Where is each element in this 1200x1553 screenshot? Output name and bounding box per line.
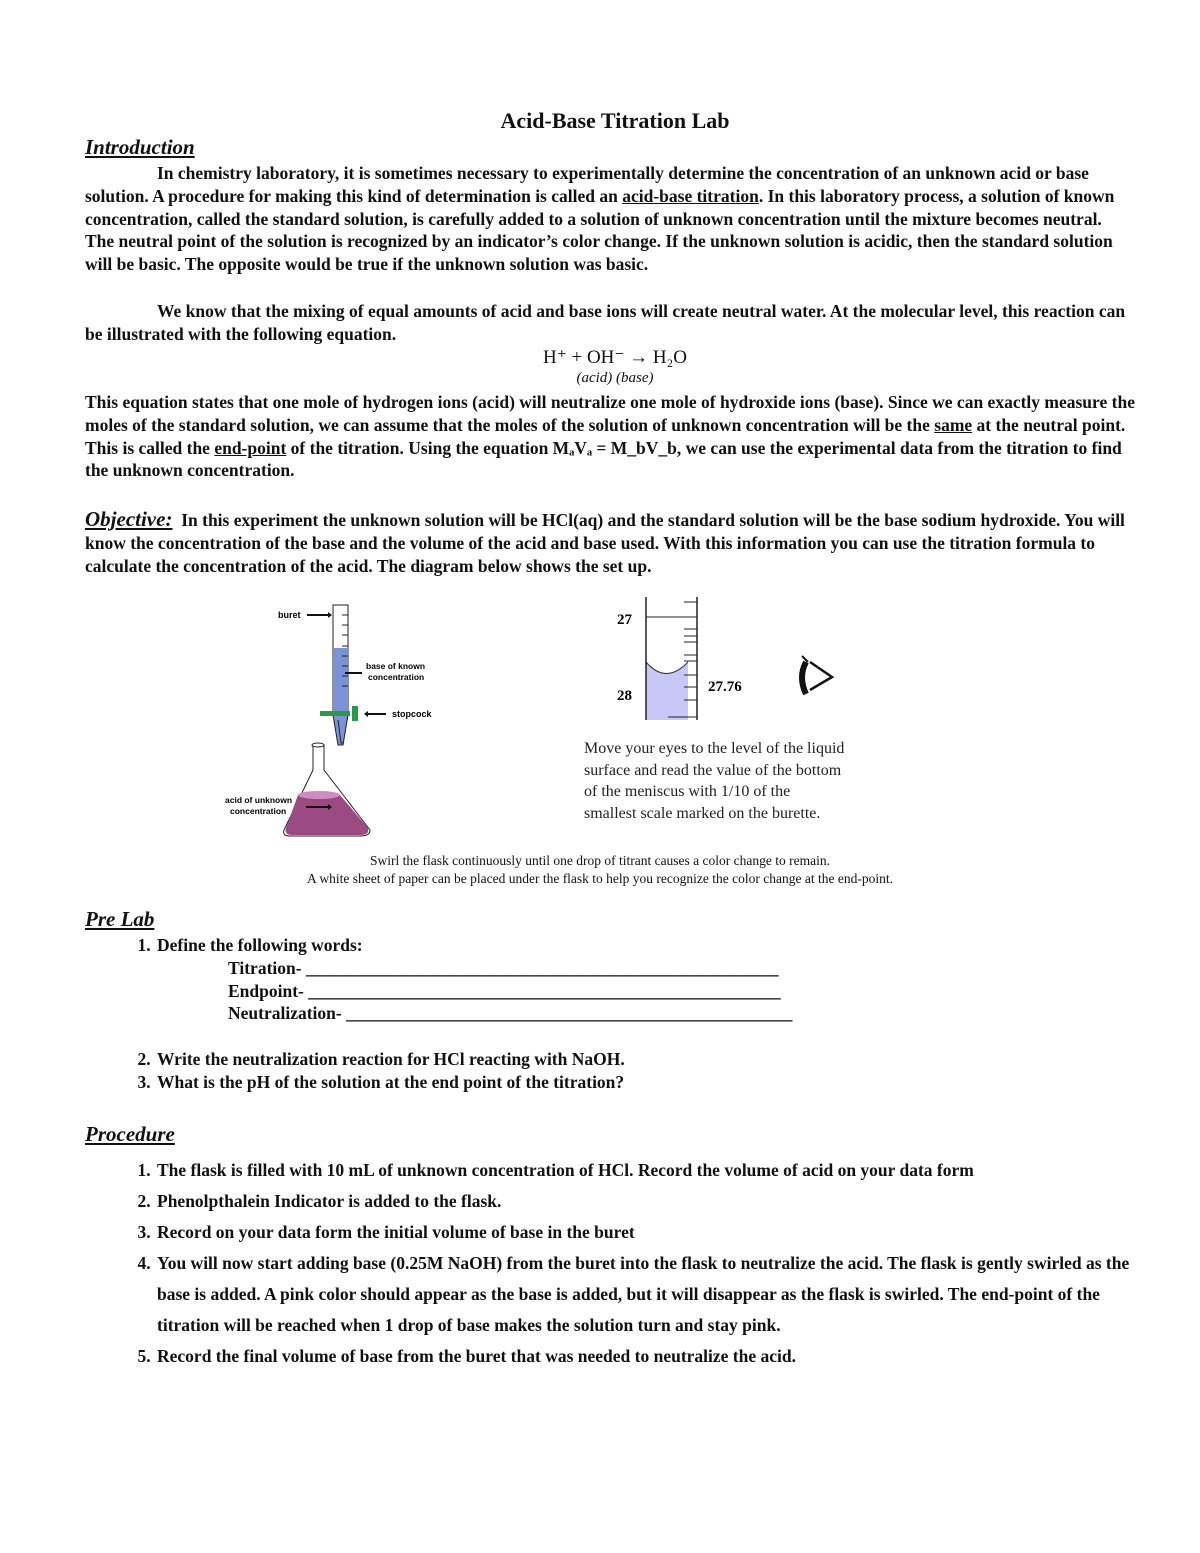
prelab-list xyxy=(85,934,1133,1094)
equation: H⁺ + OH⁻ → H₂O xyxy=(542,347,687,368)
text: of the titration. Using the equation MₐVₐ = M_bV_b, we can use the experimental data from the titration to find the unknown concentration. xyxy=(85,437,1122,481)
note-line: surface and read the value of the bottom xyxy=(584,761,842,779)
intro-paragraph-1 xyxy=(85,162,1133,276)
page-title: Acid-Base Titration Lab xyxy=(500,108,730,133)
equation-labels: (acid) (base) xyxy=(576,370,654,386)
meniscus-reading-illustration xyxy=(617,597,832,720)
procedure-step: 2. Phenolpthalein Indicator is added to the flask. xyxy=(155,1186,1135,1217)
note-line: Move your eyes to the level of the liquid xyxy=(584,740,845,757)
stopcock xyxy=(320,711,350,716)
objective-paragraph xyxy=(85,508,1145,577)
text: at the neutral point. This is called the xyxy=(85,414,1126,458)
prelab-question-2: 2. Write the neutralization reaction for HCl reacting with NaOH. xyxy=(155,1048,1133,1071)
acid-base-titration-term: acid-base titration xyxy=(622,185,759,206)
procedure-step: 3. Record on your data form the initial volume of base in the buret xyxy=(155,1217,1135,1248)
procedure-step: 5. Record the final volume of base from the buret that was needed to neutralize the acid. xyxy=(155,1341,1135,1372)
caption-2: A white sheet of paper can be placed under the flask to help you recognize the color change at the end-point. xyxy=(307,871,893,886)
caption-1: Swirl the flask continuously until one drop of titrant causes a color change to remain. xyxy=(369,853,830,868)
text: In chemistry laboratory, it is sometimes necessary to experimentally determine the concentration of an unknown acid or base solution. A procedure for making this kind of determination is called an xyxy=(85,163,1089,206)
buret-illustration xyxy=(225,605,433,836)
buret-label: buret xyxy=(278,610,301,620)
text: . In this laboratory process, a solution of known concentration, called the standard solution, is carefully added to a solution of unknown concentration until the mixture becomes neutral. The neutral point of the solution is recognized by an indicator’s color change. If the unknown solution is acidic, then the standard solution will be basic. The opposite would be true if the unknown solution was basic. xyxy=(85,185,1115,275)
buret-liquid xyxy=(333,648,348,715)
definition-endpoint[interactable]: Endpoint- ______________________________________________________ xyxy=(228,980,781,1001)
procedure-step: 1. The flask is filled with 10 mL of unknown concentration of HCl. Record the volume of acid on your data form xyxy=(155,1155,1135,1186)
text: Define the following words: xyxy=(157,935,363,955)
prelab-question-3: 3. What is the pH of the solution at the end point of the titration? xyxy=(155,1071,1133,1094)
procedure-step: 4. You will now start adding base (0.25M NaOH) from the buret into the flask to neutralize the acid. The flask is gently swirled as the base is added. A pink color should appear as the base is added, but it will disappear as the flask is swirled. The end-point of the titration will be reached when 1 drop of base makes the solution turn and stay pink. xyxy=(155,1248,1135,1341)
end-point-term: end-point xyxy=(214,437,287,458)
text: We know that the mixing of equal amounts of acid and base ions will create neutral water. At the molecular level, this reaction can be illustrated with the following equation. xyxy=(85,301,1126,344)
eye-icon xyxy=(802,656,832,694)
note-line: of the meniscus with 1/10 of the xyxy=(584,783,791,800)
meniscus-note xyxy=(584,738,844,824)
intro-paragraph-3 xyxy=(85,391,1145,482)
note-line: smallest scale marked on the burette. xyxy=(584,804,821,822)
stopcock-label: stopcock xyxy=(392,709,432,719)
intro-paragraph-2 xyxy=(85,300,1133,346)
prelab-heading: Pre Lab xyxy=(85,907,155,931)
acid-label: acid of unknown xyxy=(225,795,293,805)
acid-label: concentration xyxy=(230,806,287,816)
base-label: concentration xyxy=(368,672,425,682)
reading-value: 27.76 xyxy=(708,679,742,695)
prelab-question-1 xyxy=(155,934,1133,1048)
objective-heading: Objective: xyxy=(85,507,173,531)
definition-titration[interactable]: Titration- ______________________________________________________ xyxy=(228,957,779,978)
definition-neutralization[interactable]: Neutralization- ___________________________________________________ xyxy=(228,1003,793,1024)
introduction-heading: Introduction xyxy=(85,135,195,159)
same-term: same xyxy=(934,414,973,435)
flask-liquid xyxy=(286,795,369,835)
scale-27: 27 xyxy=(617,612,632,628)
procedure-heading: Procedure xyxy=(85,1122,175,1146)
procedure-list xyxy=(85,1155,1135,1372)
base-label: base of known xyxy=(366,661,426,671)
text: In this experiment the unknown solution will be HCl(aq) and the standard solution will be the base sodium hydroxide. You will know the concentration of the base and the volume of the acid and base used. With this information you can use the titration formula to calculate the concentration of the acid. The diagram below shows the set up. xyxy=(85,510,1125,576)
scale-28: 28 xyxy=(617,688,632,704)
text: This equation states that one mole of hydrogen ions (acid) will neutralize one mole of hydroxide ions (base). Since we can exactly measure the moles of the standard solution, we can assume that the moles of the solution of unknown concentration will be the xyxy=(85,392,1135,435)
